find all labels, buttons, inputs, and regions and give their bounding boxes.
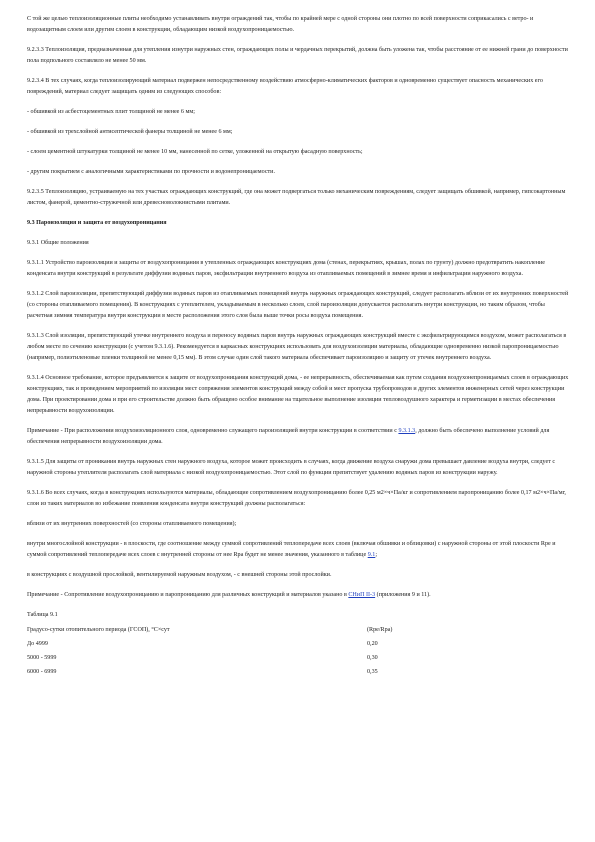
link-snip-ii-3[interactable]: СНиП II-3 <box>348 592 376 598</box>
paragraph-9-2-3-3: 9.2.3.3 Теплоизоляция, предназначенная для утепления изнутри наружных стен, ограждающих полы и чердачных перекрытий, должна быть уложена так, чтобы расстояние от ее нижней грани до поверхности пола подпольного составляло не менее 50 мм. <box>27 47 568 64</box>
paragraph-9-3-1-5: 9.3.1.5 Для защиты от проникания внутрь наружных стен наружного воздуха, которое может происходить в случаях, когда движение воздуха снаружи дома превышает давление воздуха внутри, следует с наружной стороны утеплителя располагать слой материала с низкой воздухопроницаемостью. Этот слой по функции препятствует удалению водяных паров из конструкции наружу. <box>27 459 556 476</box>
table-cell-ratio: 0,35 <box>367 669 378 675</box>
document-page <box>27 14 569 679</box>
paragraph-9-3-1-3: 9.3.1.3 Слой изоляции, препятствующий утечке внутреннего воздуха и переносу водяных паров внутрь наружных ограждающих конструкций вместе с эксфильтрирующимся воздухом, может располагаться в любом месте по сечению конструкции (с учетом 9.3.1.6). Рекомендуется в каркасных конструкциях использовать для воздухоизоляции материалы, обладающие одновременно низкой паропроницаемостью (например, полиэтиленовые пленки толщиной не менее 0,15 мм). В этом случае один слой такого материала обеспечивает пароизоляцию и защиту от утечек внутреннего воздуха. <box>27 333 567 361</box>
table-cell-gsop: До 4999 <box>27 641 48 647</box>
table-caption: Таблица 9.1 <box>27 612 58 618</box>
paragraph-intro: С той же целью теплоизоляционные плиты необходимо устанавливать внутри ограждений так, чтобы по крайней мере с одной стороны они плотно по всей поверхности соприкасались с ветро- и водозащитным слоем или другим слоем в конструкции, обладающим низкой воздухопроницаемостью. <box>27 16 534 33</box>
paragraph-9-3-1-2: 9.3.1.2 Слой пароизоляции, препятствующий диффузии водяных паров из отапливаемых помещений внутрь наружных ограждающих конструкций, следует располагать вблизи от их внутренних поверхностей (со стороны отапливаемого помещения). В конструкциях с утеплителем, укладываемым в несколько слоев, слой пароизоляции допускается располагать внутри конструкции, но таким образом, чтобы расчетная зимняя температура внутри конструкции в месте расположения этого слоя была выше точки росы воздуха помещения. <box>27 291 569 319</box>
link-table-9-1[interactable]: 9.1 <box>367 552 376 558</box>
paragraph-9-3-1-1: 9.3.1.1 Устройство пароизоляции и защиты от воздухопроницания в утепленных ограждающих конструкциях дома (стенах, перекрытиях, крышах, полах по грунту) должно предотвратить накопление конденсата внутри конструкций в результате диффузии водяных паров, эксфильтрации внутреннего воздуха из отапливаемых помещений в зимнее время и инфильтрации наружного воздуха. <box>27 260 545 277</box>
placement-item-inner: вблизи от их внутренних поверхностей (со стороны отапливаемого помещения); <box>27 521 237 527</box>
multilayer-text-start: внутри многослойной конструкции - в плоскости, где соотношение между суммой сопротивлений теплопередаче всех слоев (включая обшивки и облицовки) с наружной стороны от этой плоскости Rpe и суммой сопротивлений теплопередаче всех слоев с внутренней стороны от нее Rpa будет не менее значения, указанного в таблице <box>27 541 556 558</box>
note-airproofing <box>27 426 569 448</box>
paragraph-9-2-3-4: 9.2.3.4 В тех случаях, когда теплоизолирующий материал подвержен непосредственному воздействию атмосферно-климатических факторов и одновременно существует опасность механических его повреждений, материал следует защищать одним из следующих способов: <box>27 78 543 95</box>
table-cell-gsop: 6000 - 6999 <box>27 669 57 675</box>
snip-note-text-start: Примечание - Сопротивление воздухопроницанию и паропроницанию для различных конструкций и материалов указано в <box>27 592 349 598</box>
link-9-3-1-3[interactable]: 9.3.1.3 <box>398 428 416 434</box>
multilayer-text-end: ; <box>375 552 378 558</box>
table-header-row <box>27 623 517 637</box>
table-cell-ratio: 0,30 <box>367 655 378 661</box>
note-snip <box>27 590 569 601</box>
header-gsop: Градусо-сутки отопительного периода (ГСОП), °C×сут <box>27 627 170 633</box>
paragraph-9-3-1-6: 9.3.1.6 Во всех случаях, когда в конструкциях используются материалы, обладающие сопротивлением воздухопроницанию более 0,25 м2×ч×Па/кг и сопротивлением паропроницанию более 0,17 м2×ч×Па/мг, слои из таких материалов во избежание появления конденсата внутри конструкций должны располагаться: <box>27 490 566 507</box>
list-item-plaster: - слоем цементной штукатурки толщиной не менее 10 мм, нанесенной по сетке, уложенной на открытую фасадную поверхность; <box>27 149 363 155</box>
list-item-other: - другим покрытием с аналогичными характеристиками по прочности и водонепроницаемости. <box>27 169 275 175</box>
list-item-plywood: - обшивкой из трехслойной антисептической фанеры толщиной не менее 6 мм; <box>27 129 233 135</box>
table-cell-gsop: 5000 - 5999 <box>27 655 57 661</box>
table-row <box>27 665 517 679</box>
note-text-start: Примечание - При расположении воздухоизоляционного слоя, одновременно служащего пароизоляцией внутри конструкции в соответствии с <box>27 428 399 434</box>
placement-item-multilayer <box>27 539 569 561</box>
placement-item-ventilated: в конструкциях с воздушной прослойкой, вентилируемой наружным воздухом, - с внешней стороны этой прослойки. <box>27 572 332 578</box>
paragraph-9-3-1-4: 9.3.1.4 Основное требование, которое предъявляется к защите от воздухопроницания конструкций дома, - ее непрерывность, обеспечиваемая как путем создания воздухонепроницаемых слоев в ограждающих конструкциях, так и проведением мероприятий по изоляции мест сопряжения элементов конструкций между собой и мест пропуска трубопроводов и других элементов инженерных сетей через конструкции дома. При проектировании дома и при его строительстве должно быть обращено особое внимание на тщательное выполнение изоляции тепловоздушного характера и герметизации в местах обеспечения непрерывности воздухоизоляции. <box>27 375 569 414</box>
list-item-asbestos: - обшивкой из асбестоцементных плит толщиной не менее 6 мм; <box>27 109 195 115</box>
snip-note-text-end: (приложения 9 и 11). <box>375 592 431 598</box>
table-9-1 <box>27 623 517 679</box>
table-row <box>27 651 517 665</box>
paragraph-9-2-3-5: 9.2.3.5 Теплоизоляцию, устраиваемую на тех участках ограждающих конструкций, где она может подвергаться только механическим повреждениям, следует защищать обшивкой, например, гипсокартонным листом, фанерой, цементно-стружечной или древесноволокнистыми плитами. <box>27 189 566 206</box>
table-row <box>27 637 517 651</box>
section-heading-9-3: 9.3 Пароизоляция и защита от воздухопроницания <box>27 220 167 226</box>
subsection-heading-9-3-1: 9.3.1 Общие положения <box>27 240 89 246</box>
header-ratio: (Rpe/Rpa) <box>367 627 393 633</box>
table-cell-ratio: 0,20 <box>367 641 378 647</box>
note-text-end: , должно быть обеспечено выполнение условий для обеспечения непрерывности воздухоизоляции дома. <box>27 428 550 445</box>
